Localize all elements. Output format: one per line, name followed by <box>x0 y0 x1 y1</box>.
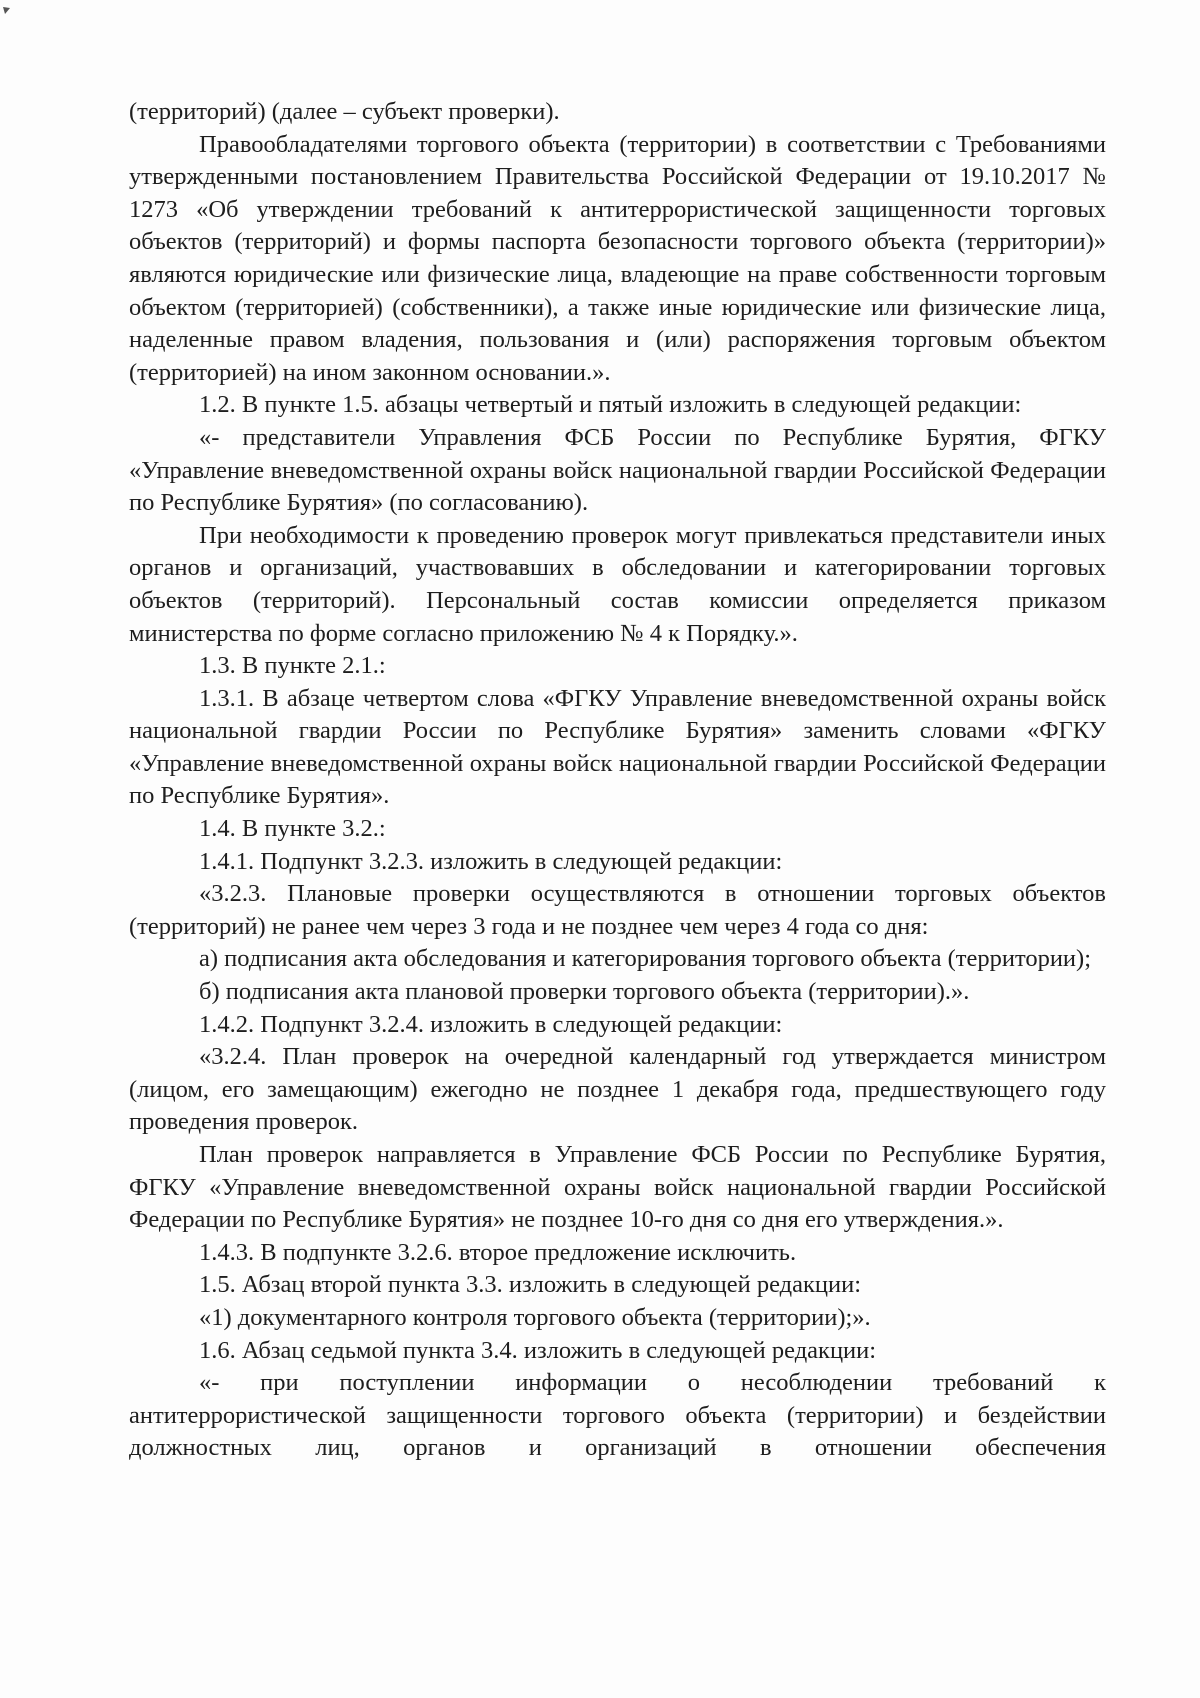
paragraph: 1.3. В пункте 2.1.: <box>199 652 386 680</box>
paragraph: 1.4.3. В подпункте 3.2.6. второе предложение исключить. <box>199 1238 797 1266</box>
paragraph: 1.5. Абзац второй пункта 3.3. изложить в следующей редакции: <box>199 1271 862 1299</box>
paragraph: План проверок направляется в Управление ФСБ России по Республике Бурятия, ФГКУ «Управление вневедомственной охраны войск национальной гвардии Российской Федерации по Республике Бурятия» не позднее 10-го дня со дня его утверждения.». <box>129 1141 1106 1234</box>
document-body <box>129 96 1106 1465</box>
paragraph: «3.2.3. Плановые проверки осуществляются в отношении торговых объектов (территорий) не ранее чем через 3 года и не позднее чем через 4 года со дня: <box>129 880 1106 940</box>
paragraph: «1) документарного контроля торгового объекта (территории);». <box>199 1303 871 1331</box>
paragraph: (территорий) (далее – субъект проверки). <box>129 98 560 125</box>
paragraph: а) подписания акта обследования и категорирования торгового объекта (территории); <box>199 945 1092 973</box>
paragraph: «- представители Управления ФСБ России по Республике Бурятия, ФГКУ «Управление вневедомственной охраны войск национальной гвардии Российской Федерации по Республике Бурятия» (по согласованию). <box>129 423 1106 517</box>
paragraph: б) подписания акта плановой проверки торгового объекта (территории).». <box>199 978 970 1006</box>
paragraph: 1.2. В пункте 1.5. абзацы четвертый и пятый изложить в следующей редакции: <box>199 391 1022 419</box>
paragraph: При необходимости к проведению проверок могут привлекаться представители иных органов и организаций, участвовавших в обследовании и категорировании торговых объектов (территорий). Персональный состав комиссии определяется приказом министерства по форме согласно приложению № 4 к Порядку.». <box>129 521 1106 647</box>
paragraph: Правообладателями торгового объекта (территории) в соответствии с Требованиями утвержденными постановлением Правительства Российской Федерации от 19.10.2017 № 1273 «Об утверждении требований к антитеррористической защищенности торговых объектов (территорий) и формы паспорта безопасности торгового объекта (территории)» являются юридические или физические лица, владеющие на праве собственности торговым объектом (территорией) (собственники), а также иные юридические или физические лица, наделенные правом владения, пользования и (или) распоряжения торговым объектом (территорией) на ином законном основании.». <box>129 130 1106 386</box>
paragraph: 1.3.1. В абзаце четвертом слова «ФГКУ Управление вневедомственной охраны войск национальной гвардии России по Республике Бурятия» заменить словами «ФГКУ «Управление вневедомственной охраны войск национальной гвардии Российской Федерации по Республике Бурятия». <box>129 684 1106 810</box>
paragraph: 1.4.1. Подпункт 3.2.3. изложить в следующей редакции: <box>199 847 783 875</box>
paragraph: 1.4. В пункте 3.2.: <box>199 815 386 843</box>
paragraph: «- при поступлении информации о несоблюдении требований к антитеррористической защищенности торгового объекта (территории) и бездействии должностных лиц, органов и организаций в отношении обеспечения <box>129 1369 1106 1462</box>
paragraph: 1.6. Абзац седьмой пункта 3.4. изложить в следующей редакции: <box>199 1336 877 1364</box>
scan-corner-mark <box>2 6 12 16</box>
paragraph: 1.4.2. Подпункт 3.2.4. изложить в следующей редакции: <box>199 1010 783 1038</box>
paragraph: «3.2.4. План проверок на очередной календарный год утверждается министром (лицом, его замещающим) ежегодно не позднее 1 декабря года, предшествующего году проведения проверок. <box>129 1043 1106 1136</box>
